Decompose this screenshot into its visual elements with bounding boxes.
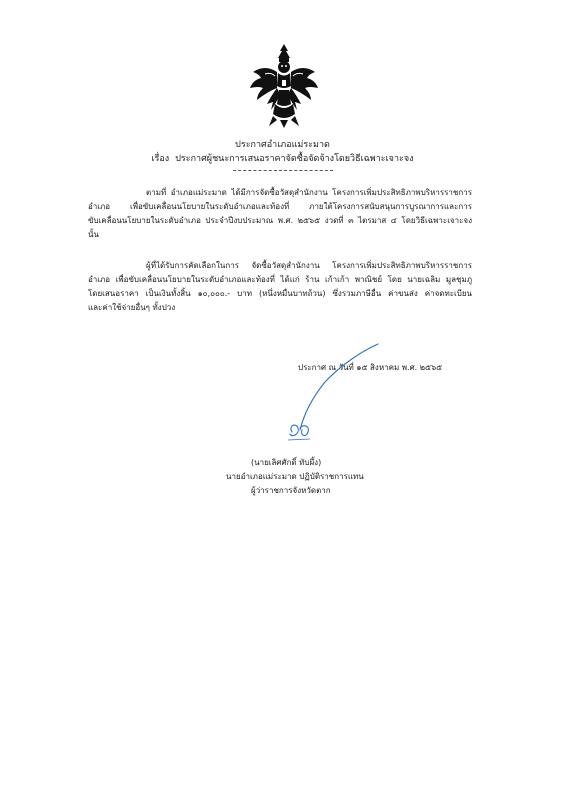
paragraph-line: และค่าใช้จ่ายอื่นๆ ทั้งปวง xyxy=(88,303,176,312)
signatory-position: นายอำเภอแม่ระมาด ปฏิบัติราชการแทน xyxy=(226,472,364,481)
paragraph-line: ขับเคลื่อนนโยบายในระดับอำเภอ ประจำปีงบประมาณ พ.ศ. ๒๕๖๕ งวดที่ ๓ ไตรมาส ๔ โดยวิธีเฉพาะเจาะจง xyxy=(88,216,472,225)
paragraph-winner xyxy=(88,259,472,315)
subject-line xyxy=(0,153,565,165)
subject-text: ประกาศผู้ชนะการเสนอราคาจัดซื้อจัดจ้างโดยวิธีเฉพาะเจาะจง xyxy=(175,154,414,164)
paragraph-line: ตามที่ อำเภอแม่ระมาด ได้มีการจัดซื้อวัสดุสำนักงาน โครงการเพิ่มประสิทธิภาพบริหารราชการ xyxy=(146,188,472,197)
paragraph-line: อำเภอ เพื่อขับเคลื่อนนโยบายในระดับอำเภอและท้องที่ ภายใต้โครงการสนับสนุนการบูรณาการและการ xyxy=(88,202,472,211)
signatory-name: (นายเลิศศักดิ์ ทับผึ้ง) xyxy=(251,458,322,467)
divider xyxy=(233,170,333,171)
announcement-date: ประกาศ ณ วันที่ ๑๕ สิงหาคม พ.ศ. ๒๕๖๕ xyxy=(298,363,443,372)
office-title: ประกาศอำเภอแม่ระมาด xyxy=(235,140,330,150)
handwritten-signature-icon xyxy=(270,340,380,450)
paragraph-line: โดยเสนอราคา เป็นเงินทั้งสิ้น ๑๐,๐๐๐.- บาท (หนึ่งหมื่นบาทถ้วน) ซึ่งรวมภาษีอื่น ค่าขนส่ง ค่าจดทะเบียน xyxy=(88,289,472,298)
garuda-emblem-icon xyxy=(247,42,321,128)
paragraph-line: ผู้ที่ได้รับการคัดเลือกในการ จัดซื้อวัสดุสำนักงาน โครงการเพิ่มประสิทธิภาพบริหารราชการ xyxy=(146,261,472,270)
paragraph-line: อำเภอ เพื่อขับเคลื่อนนโยบายในระดับอำเภอและท้องที่ ได้แก่ ร้าน เก้าเก้า พาณิชย์ โดย นายเฉลิม มูลชุมภู xyxy=(88,275,472,284)
signatory-on-behalf: ผู้ว่าราชการจังหวัดตาก xyxy=(251,486,331,495)
paragraph-line: นั้น xyxy=(88,230,99,239)
paragraph-background xyxy=(88,186,472,242)
subject-label: เรื่อง xyxy=(151,154,170,164)
